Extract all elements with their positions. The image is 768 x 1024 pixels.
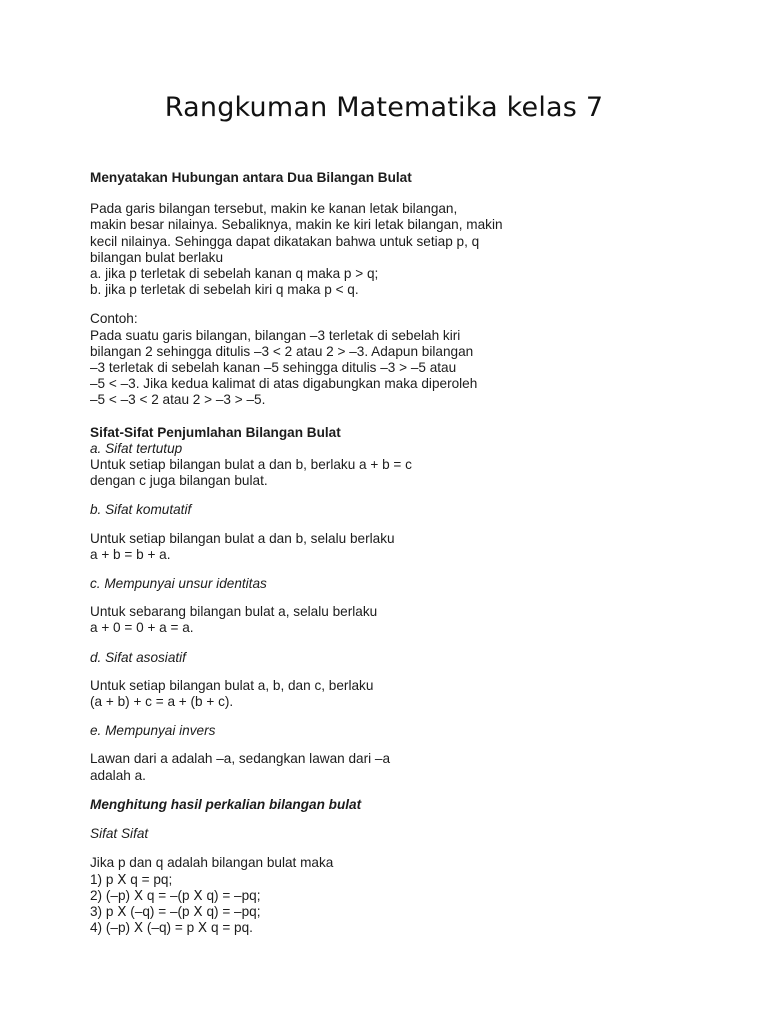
text-line: a. jika p terletak di sebelah kanan q maka p > q;: [90, 266, 379, 282]
property-title: a. Sifat tertutup: [90, 440, 183, 456]
text-line: bilangan bulat berlaku: [90, 249, 224, 265]
text-line: b. jika p terletak di sebelah kiri q maka p < q.: [90, 282, 359, 298]
document-title: Rangkuman Matematika kelas 7: [164, 92, 604, 123]
section-heading-multiplication: Menghitung hasil perkalian bilangan bulat: [90, 796, 362, 812]
example-block: [90, 311, 710, 408]
text-line: Untuk setiap bilangan bulat a, b, dan c, berlaku: [90, 677, 374, 693]
section-heading-addition-properties: Sifat-Sifat Penjumlahan Bilangan Bulat: [90, 424, 341, 440]
text-line: –3 terletak di sebelah kanan –5 sehingga ditulis –3 > –5 atau: [90, 360, 457, 376]
text-line: Lawan dari a adalah –a, sedangkan lawan dari –a: [90, 751, 391, 767]
document-body: [90, 170, 710, 948]
text-line: 2) (–p) ꓫ q = –(p ꓫ q) = –pq;: [90, 887, 261, 903]
text-line: (a + b) + c = a + (b + c).: [90, 694, 234, 710]
text-line: Untuk sebarang bilangan bulat a, selalu berlaku: [90, 604, 378, 620]
text-line: Untuk setiap bilangan bulat a dan b, berlaku a + b = c: [90, 457, 412, 473]
text-line: Pada garis bilangan tersebut, makin ke kanan letak bilangan,: [90, 201, 458, 217]
property-inverse: [90, 723, 710, 784]
text-line: Untuk setiap bilangan bulat a dan b, selalu berlaku: [90, 530, 395, 546]
section-heading-relations: Menyatakan Hubungan antara Dua Bilangan Bulat: [90, 170, 412, 185]
text-line: makin besar nilainya. Sebaliknya, makin ke kiri letak bilangan, makin: [90, 217, 503, 233]
text-line: a + b = b + a.: [90, 546, 171, 562]
text-line: dengan c juga bilangan bulat.: [90, 473, 268, 489]
paragraph-relations: [90, 201, 710, 298]
property-commutative: [90, 502, 710, 563]
text-line: –5 < –3 < 2 atau 2 > –3 > –5.: [90, 392, 266, 408]
text-line: 1) p ꓫ q = pq;: [90, 871, 173, 887]
property-identity: [90, 576, 710, 637]
property-associative: [90, 650, 710, 711]
text-line: Jika p dan q adalah bilangan bulat maka: [90, 855, 334, 871]
property-title: c. Mempunyai unsur identitas: [90, 576, 267, 592]
property-closure: [90, 441, 710, 490]
property-title: b. Sifat komutatif: [90, 502, 192, 518]
text-line: adalah a.: [90, 767, 146, 783]
property-title: e. Mempunyai invers: [90, 723, 216, 739]
text-line: 3) p ꓫ (–q) = –(p ꓫ q) = –pq;: [90, 903, 261, 919]
text-line: 4) (–p) ꓫ (–q) = p ꓫ q = pq.: [90, 920, 253, 936]
text-line: kecil nilainya. Sehingga dapat dikatakan bahwa untuk setiap p, q: [90, 233, 480, 249]
multiplication-properties: [90, 855, 710, 936]
text-line: bilangan 2 sehingga ditulis –3 < 2 atau 2 > –3. Adapun bilangan: [90, 343, 474, 359]
example-label: Contoh:: [90, 311, 138, 327]
text-line: a + 0 = 0 + a = a.: [90, 620, 194, 636]
property-title: d. Sifat asosiatif: [90, 649, 186, 665]
subsection-title: Sifat Sifat: [90, 826, 149, 842]
text-line: –5 < –3. Jika kedua kalimat di atas digabungkan maka diperoleh: [90, 376, 478, 392]
text-line: Pada suatu garis bilangan, bilangan –3 terletak di sebelah kiri: [90, 327, 461, 343]
